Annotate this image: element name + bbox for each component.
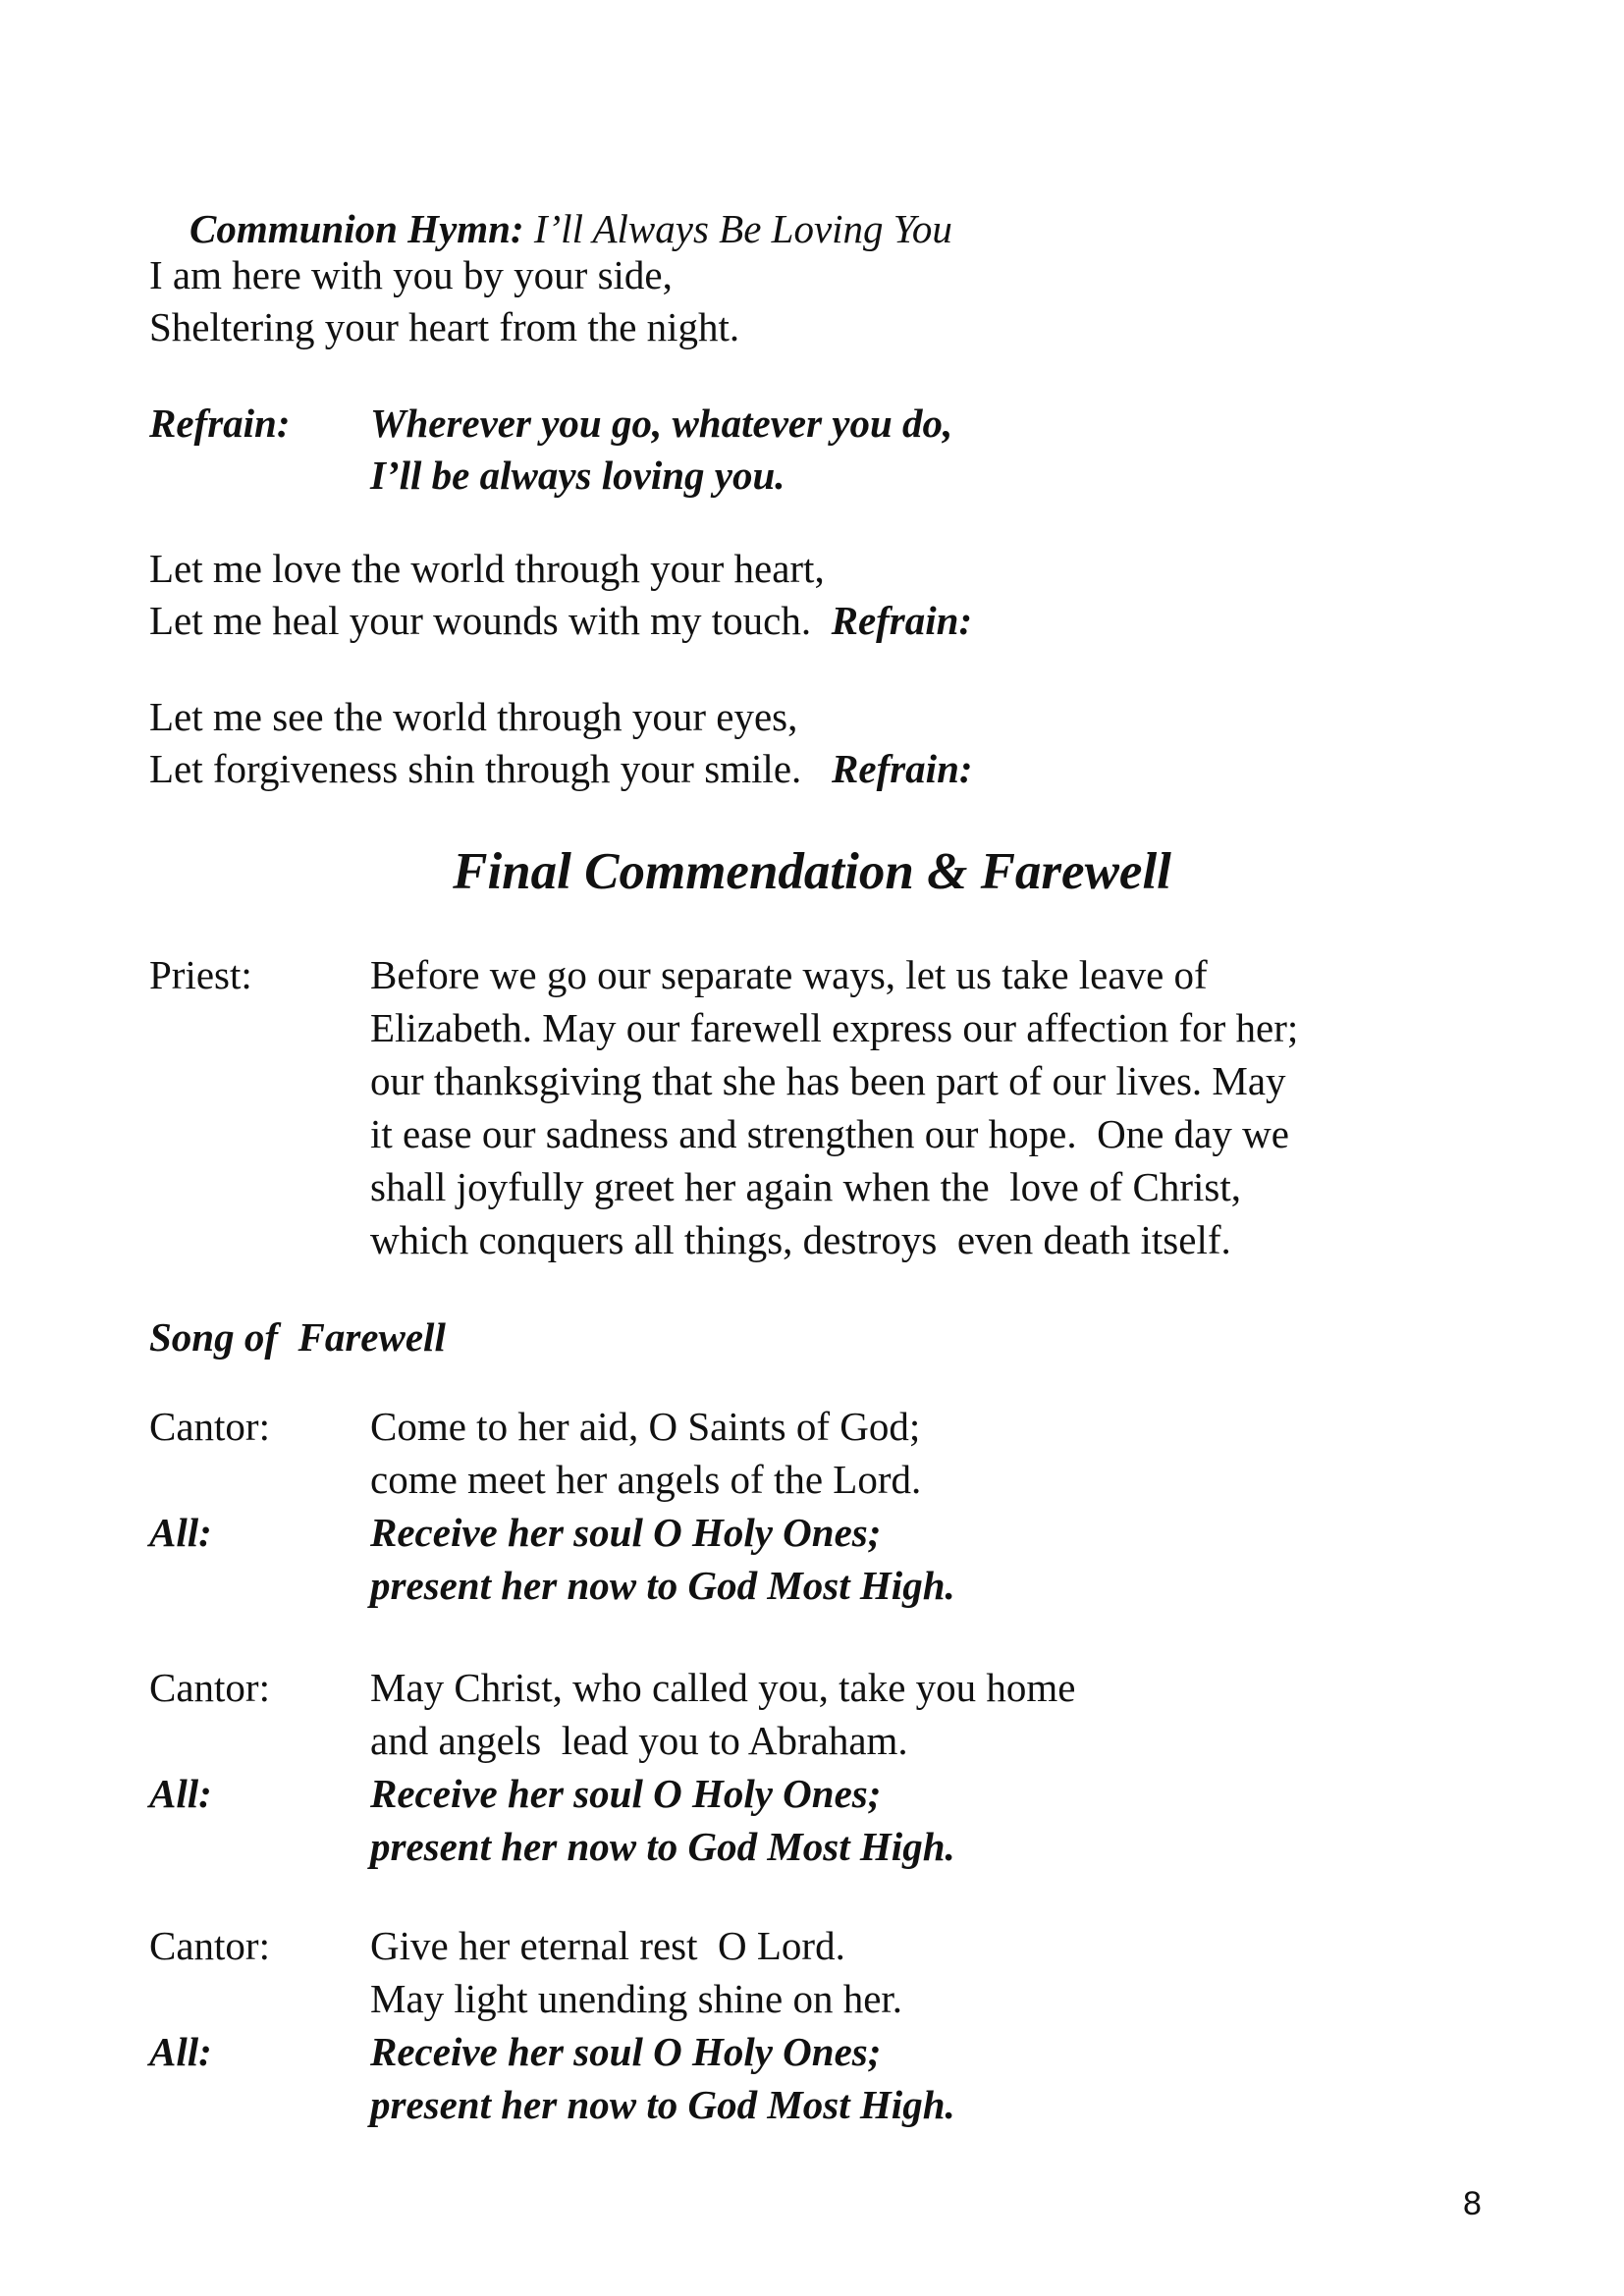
priest-text-line-1: Before we go our separate ways, let us take leave of	[370, 952, 1208, 997]
communion-hymn-label: Communion Hymn:	[189, 206, 524, 251]
hymn-verse-1-line-2: Sheltering your heart from the night.	[149, 304, 740, 349]
refrain-line-2: I’ll be always loving you.	[370, 453, 785, 498]
priest-text-line-4: it ease our sadness and strengthen our hope. One day we	[370, 1111, 1289, 1156]
final-commendation-heading: Final Commendation & Farewell	[453, 843, 1171, 900]
hymn-verse-1-line-1: I am here with you by your side,	[149, 252, 673, 297]
response-line-2: present her now to God Most High.	[370, 1563, 955, 1608]
all-label: All:	[149, 2029, 212, 2074]
hymn-verse-2-line-2-text: Let me heal your wounds with my touch.	[149, 598, 812, 643]
response-line-2: present her now to God Most High.	[370, 1824, 955, 1869]
priest-text-line-3: our thanksgiving that she has been part of our lives. May	[370, 1058, 1286, 1103]
response-line-1: Receive her soul O Holy Ones;	[370, 2029, 882, 2074]
all-label: All:	[149, 1510, 212, 1555]
hymn-verse-2-line-1: Let me love the world through your heart,	[149, 546, 825, 591]
stanza-2-line-1: May Christ, who called you, take you home	[370, 1665, 1076, 1710]
priest-label: Priest:	[149, 952, 252, 997]
priest-text-line-2: Elizabeth. May our farewell express our affection for her;	[370, 1005, 1299, 1050]
cantor-label: Cantor:	[149, 1665, 270, 1710]
refrain-marker-verse-2: Refrain:	[831, 598, 973, 643]
response-line-2: present her now to God Most High.	[370, 2082, 955, 2127]
cantor-label: Cantor:	[149, 1923, 270, 1968]
cantor-label: Cantor:	[149, 1404, 270, 1449]
song-of-farewell-heading: Song of Farewell	[149, 1314, 446, 1360]
refrain-label: Refrain:	[149, 400, 291, 446]
stanza-1-line-1: Come to her aid, O Saints of God;	[370, 1404, 921, 1449]
response-line-1: Receive her soul O Holy Ones;	[370, 1771, 882, 1816]
hymn-verse-3-line-2-text: Let forgiveness shin through your smile.	[149, 746, 802, 791]
stanza-2-line-2: and angels lead you to Abraham.	[370, 1718, 908, 1763]
response-line-1: Receive her soul O Holy Ones;	[370, 1510, 882, 1555]
stanza-3-line-1: Give her eternal rest O Lord.	[370, 1923, 845, 1968]
stanza-3-line-2: May light unending shine on her.	[370, 1976, 903, 2021]
stanza-1-line-2: come meet her angels of the Lord.	[370, 1457, 922, 1502]
page-number: 8	[1463, 2185, 1482, 2222]
refrain-marker-verse-3: Refrain:	[832, 746, 973, 791]
all-label: All:	[149, 1771, 212, 1816]
priest-text-line-6: which conquers all things, destroys even death itself.	[370, 1217, 1231, 1262]
hymn-verse-3-line-2	[149, 742, 973, 795]
hymn-verse-2-line-2	[149, 594, 972, 647]
refrain-line-1: Wherever you go, whatever you do,	[370, 400, 953, 446]
priest-text-line-5: shall joyfully greet her again when the love of Christ,	[370, 1164, 1241, 1209]
hymn-verse-3-line-1: Let me see the world through your eyes,	[149, 694, 798, 739]
communion-hymn-title: I’ll Always Be Loving You	[523, 206, 952, 251]
